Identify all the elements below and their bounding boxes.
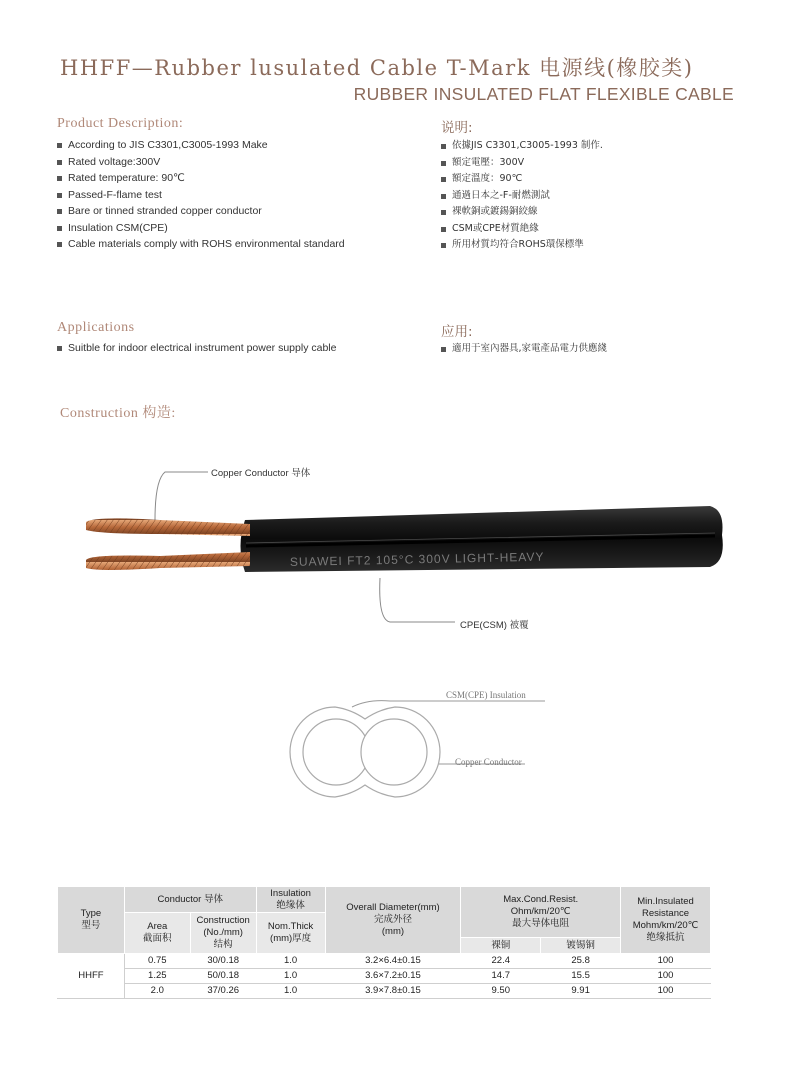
description-item-en: Rated temperature: 90℃ — [56, 170, 345, 187]
cell-thick: 1.0 — [256, 954, 325, 969]
cable-illustration — [60, 450, 760, 650]
conductor-leader-line — [155, 472, 208, 520]
header-insulation-resistance: Min.Insulated Resistance Mohm/km/20℃ 绝缘抵抗 — [621, 887, 711, 954]
header-insulation: Insulation 绝缘体 — [256, 887, 325, 913]
copper-conductor-upper — [86, 518, 250, 536]
cell-bare: 14.7 — [461, 969, 541, 984]
description-list-en — [56, 137, 345, 253]
conductor-right — [361, 719, 427, 785]
cell-construction: 30/0.18 — [190, 954, 256, 969]
cross-section-diagram — [280, 685, 580, 810]
description-item-en: Cable materials comply with ROHS environmental standard — [56, 236, 345, 253]
cell-area: 0.75 — [124, 954, 190, 969]
table-row — [58, 984, 711, 999]
table-row — [58, 954, 711, 969]
label-copper-conductor: Copper Conductor 导体 — [211, 468, 311, 479]
header-type: Type 型号 — [58, 887, 125, 954]
description-item-cn: 通過日本之-F-耐燃測試 — [440, 188, 603, 205]
description-item-en: Bare or tinned stranded copper conductor — [56, 203, 345, 220]
cell-diameter: 3.2×6.4±0.15 — [325, 954, 461, 969]
cell-tinned: 25.8 — [541, 954, 621, 969]
cell-tinned: 9.91 — [541, 984, 621, 999]
description-item-cn: CSM或CPE材質絶緣 — [440, 221, 603, 238]
application-item-en: Suitble for indoor electrical instrument power supply cable — [56, 340, 336, 357]
description-item-cn: 依據JIS C3301,C3005-1993 制作. — [440, 138, 603, 155]
cell-construction: 50/0.18 — [190, 969, 256, 984]
description-item-cn: 裸軟銅或鍍錫銅絞線 — [440, 204, 603, 221]
label-insulation: CSM(CPE) Insulation — [446, 690, 526, 700]
description-heading-cn: 说明: — [441, 120, 473, 136]
cell-thick: 1.0 — [256, 984, 325, 999]
header-bare-copper: 裸铜 — [461, 938, 541, 954]
cell-insres: 100 — [621, 954, 711, 969]
cell-construction: 37/0.26 — [190, 984, 256, 999]
description-list-cn — [440, 138, 603, 254]
cell-thick: 1.0 — [256, 969, 325, 984]
cell-bare: 9.50 — [461, 984, 541, 999]
description-item-cn: 所用材質均符合ROHS環保標準 — [440, 237, 603, 254]
applications-heading-en: Applications — [57, 320, 135, 335]
insulation-leader-line — [352, 701, 545, 707]
header-diameter: Overall Diameter(mm) 完成外径 (mm) — [325, 887, 461, 954]
spec-table — [57, 886, 711, 999]
description-item-en: Rated voltage:300V — [56, 154, 345, 171]
conductor-left — [303, 719, 369, 785]
header-resistance: Max.Cond.Resist. Ohm/km/20℃ 最大导体电阻 — [461, 887, 621, 938]
construction-heading: Construction 构造: — [60, 406, 176, 421]
copper-conductor-lower — [86, 552, 250, 570]
cell-area: 1.25 — [124, 969, 190, 984]
header-nom-thick: Nom.Thick (mm)厚度 — [256, 913, 325, 954]
applications-list-en — [56, 340, 336, 357]
cell-area: 2.0 — [124, 984, 190, 999]
header-area: Area 截面积 — [124, 913, 190, 954]
cell-tinned: 15.5 — [541, 969, 621, 984]
description-heading-en: Product Description: — [57, 116, 184, 131]
application-item-cn: 適用于室內器具,家電產品電力供應綫 — [440, 341, 607, 358]
description-item-cn: 額定電壓：300V — [440, 155, 603, 172]
header-construction: Construction (No./mm) 结构 — [190, 913, 256, 954]
cable-print-text: SUAWEI FT2 105°C 300V LIGHT-HEAVY — [289, 549, 545, 569]
page-title: HHFF—Rubber lusulated Cable T-Mark 电源线(橡胶类) — [60, 56, 694, 80]
cell-diameter: 3.6×7.2±0.15 — [325, 969, 461, 984]
description-item-en: According to JIS C3301,C3005-1993 Make — [56, 137, 345, 154]
label-cpe-sheath: CPE(CSM) 被覆 — [460, 620, 529, 631]
applications-list-cn — [440, 341, 607, 358]
description-item-cn: 額定溫度：90℃ — [440, 171, 603, 188]
header-conductor: Conductor 导体 — [124, 887, 256, 913]
table-row — [58, 969, 711, 984]
cell-type: HHFF — [58, 954, 125, 999]
cell-bare: 22.4 — [461, 954, 541, 969]
page-subtitle: RUBBER INSULATED FLAT FLEXIBLE CABLE — [353, 84, 734, 104]
cell-diameter: 3.9×7.8±0.15 — [325, 984, 461, 999]
header-tinned-copper: 镀锡铜 — [541, 938, 621, 954]
applications-heading-cn: 应用: — [441, 324, 473, 340]
sheath-leader-line — [380, 578, 455, 622]
description-item-en: Passed-F-flame test — [56, 187, 345, 204]
cell-insres: 100 — [621, 984, 711, 999]
cell-insres: 100 — [621, 969, 711, 984]
description-item-en: Insulation CSM(CPE) — [56, 220, 345, 237]
label-diagram-conductor: Copper Conductor — [455, 757, 522, 767]
